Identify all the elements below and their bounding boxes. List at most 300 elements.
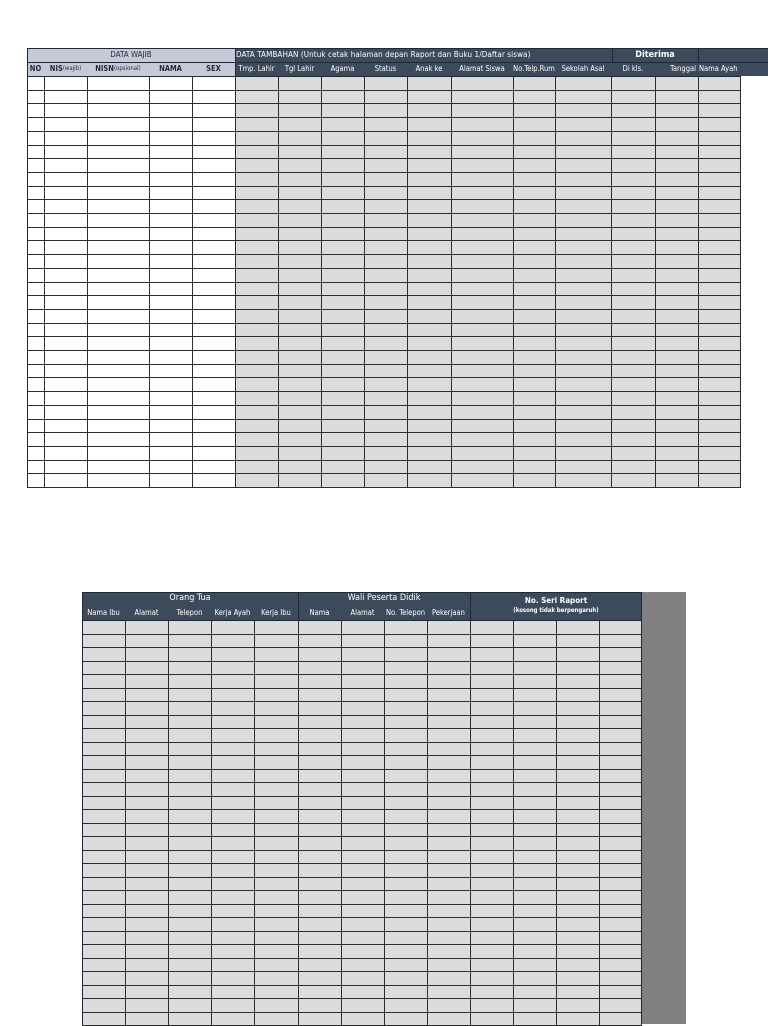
- table-cell[interactable]: [599, 850, 642, 864]
- table-cell[interactable]: [364, 240, 407, 254]
- table-cell[interactable]: [125, 863, 168, 877]
- table-cell[interactable]: [513, 323, 555, 337]
- table-cell[interactable]: [513, 755, 556, 769]
- table-cell[interactable]: [82, 742, 125, 756]
- table-cell[interactable]: [698, 323, 741, 337]
- table-cell[interactable]: [341, 998, 384, 1012]
- table-cell[interactable]: [44, 172, 87, 186]
- table-cell[interactable]: [278, 158, 321, 172]
- table-cell[interactable]: [298, 647, 341, 661]
- table-cell[interactable]: [611, 131, 655, 145]
- table-cell[interactable]: [341, 931, 384, 945]
- table-cell[interactable]: [555, 172, 611, 186]
- table-cell[interactable]: [82, 958, 125, 972]
- table-cell[interactable]: [470, 782, 513, 796]
- table-cell[interactable]: [27, 213, 44, 227]
- table-cell[interactable]: [278, 117, 321, 131]
- table-cell[interactable]: [168, 836, 211, 850]
- table-cell[interactable]: [513, 877, 556, 891]
- table-cell[interactable]: [321, 405, 364, 419]
- table-cell[interactable]: [87, 364, 149, 378]
- table-cell[interactable]: [513, 172, 555, 186]
- table-cell[interactable]: [87, 405, 149, 419]
- table-cell[interactable]: [192, 90, 235, 104]
- table-cell[interactable]: [321, 213, 364, 227]
- table-cell[interactable]: [235, 90, 278, 104]
- table-cell[interactable]: [235, 432, 278, 446]
- table-cell[interactable]: [698, 227, 741, 241]
- table-cell[interactable]: [82, 661, 125, 675]
- table-cell[interactable]: [556, 742, 599, 756]
- table-cell[interactable]: [556, 728, 599, 742]
- table-cell[interactable]: [451, 117, 513, 131]
- table-cell[interactable]: [470, 1012, 513, 1026]
- table-cell[interactable]: [513, 998, 556, 1012]
- table-cell[interactable]: [698, 295, 741, 309]
- table-cell[interactable]: [698, 282, 741, 296]
- table-cell[interactable]: [555, 446, 611, 460]
- table-cell[interactable]: [555, 254, 611, 268]
- table-cell[interactable]: [698, 446, 741, 460]
- table-cell[interactable]: [149, 446, 192, 460]
- table-cell[interactable]: [211, 742, 254, 756]
- table-cell[interactable]: [513, 103, 555, 117]
- table-cell[interactable]: [599, 634, 642, 648]
- table-cell[interactable]: [451, 336, 513, 350]
- table-cell[interactable]: [427, 728, 470, 742]
- table-cell[interactable]: [427, 863, 470, 877]
- table-cell[interactable]: [513, 647, 556, 661]
- table-cell[interactable]: [407, 76, 451, 90]
- table-cell[interactable]: [211, 674, 254, 688]
- table-cell[interactable]: [192, 350, 235, 364]
- table-cell[interactable]: [556, 958, 599, 972]
- table-cell[interactable]: [611, 172, 655, 186]
- table-cell[interactable]: [513, 268, 555, 282]
- table-cell[interactable]: [87, 103, 149, 117]
- table-cell[interactable]: [513, 145, 555, 159]
- table-cell[interactable]: [235, 131, 278, 145]
- table-cell[interactable]: [513, 863, 556, 877]
- table-cell[interactable]: [427, 917, 470, 931]
- table-cell[interactable]: [149, 405, 192, 419]
- table-cell[interactable]: [341, 917, 384, 931]
- table-cell[interactable]: [254, 850, 298, 864]
- table-cell[interactable]: [235, 186, 278, 200]
- table-cell[interactable]: [298, 620, 341, 634]
- table-cell[interactable]: [149, 336, 192, 350]
- table-cell[interactable]: [698, 117, 741, 131]
- table-cell[interactable]: [149, 131, 192, 145]
- table-cell[interactable]: [87, 227, 149, 241]
- table-cell[interactable]: [235, 460, 278, 474]
- table-cell[interactable]: [364, 76, 407, 90]
- table-cell[interactable]: [168, 796, 211, 810]
- table-cell[interactable]: [149, 419, 192, 433]
- table-cell[interactable]: [168, 715, 211, 729]
- table-cell[interactable]: [278, 405, 321, 419]
- table-cell[interactable]: [599, 620, 642, 634]
- table-cell[interactable]: [555, 145, 611, 159]
- table-cell[interactable]: [364, 432, 407, 446]
- table-cell[interactable]: [192, 186, 235, 200]
- table-cell[interactable]: [384, 890, 427, 904]
- table-cell[interactable]: [44, 323, 87, 337]
- table-cell[interactable]: [384, 742, 427, 756]
- table-cell[interactable]: [211, 796, 254, 810]
- table-cell[interactable]: [451, 268, 513, 282]
- table-cell[interactable]: [427, 1012, 470, 1026]
- table-cell[interactable]: [513, 199, 555, 213]
- table-cell[interactable]: [470, 809, 513, 823]
- table-cell[interactable]: [655, 213, 698, 227]
- table-cell[interactable]: [254, 647, 298, 661]
- table-cell[interactable]: [27, 405, 44, 419]
- table-cell[interactable]: [407, 254, 451, 268]
- table-cell[interactable]: [451, 446, 513, 460]
- table-cell[interactable]: [556, 661, 599, 675]
- table-cell[interactable]: [470, 701, 513, 715]
- table-cell[interactable]: [384, 634, 427, 648]
- table-cell[interactable]: [149, 213, 192, 227]
- table-cell[interactable]: [698, 350, 741, 364]
- table-cell[interactable]: [599, 890, 642, 904]
- table-cell[interactable]: [407, 432, 451, 446]
- table-cell[interactable]: [278, 76, 321, 90]
- table-cell[interactable]: [44, 336, 87, 350]
- table-cell[interactable]: [513, 769, 556, 783]
- table-cell[interactable]: [298, 1012, 341, 1026]
- table-cell[interactable]: [298, 809, 341, 823]
- table-cell[interactable]: [427, 904, 470, 918]
- table-cell[interactable]: [211, 944, 254, 958]
- table-cell[interactable]: [611, 199, 655, 213]
- table-cell[interactable]: [27, 227, 44, 241]
- table-cell[interactable]: [278, 172, 321, 186]
- table-cell[interactable]: [513, 931, 556, 945]
- table-cell[interactable]: [513, 377, 555, 391]
- table-cell[interactable]: [192, 131, 235, 145]
- table-cell[interactable]: [427, 944, 470, 958]
- table-cell[interactable]: [611, 377, 655, 391]
- table-cell[interactable]: [278, 186, 321, 200]
- table-cell[interactable]: [341, 809, 384, 823]
- table-cell[interactable]: [451, 240, 513, 254]
- table-cell[interactable]: [470, 674, 513, 688]
- table-cell[interactable]: [384, 823, 427, 837]
- table-cell[interactable]: [211, 634, 254, 648]
- table-cell[interactable]: [655, 227, 698, 241]
- table-cell[interactable]: [364, 213, 407, 227]
- table-cell[interactable]: [341, 958, 384, 972]
- table-cell[interactable]: [451, 76, 513, 90]
- table-cell[interactable]: [513, 701, 556, 715]
- table-cell[interactable]: [321, 199, 364, 213]
- table-cell[interactable]: [698, 268, 741, 282]
- table-cell[interactable]: [87, 268, 149, 282]
- table-cell[interactable]: [384, 998, 427, 1012]
- table-cell[interactable]: [168, 769, 211, 783]
- table-cell[interactable]: [427, 809, 470, 823]
- table-cell[interactable]: [149, 227, 192, 241]
- table-cell[interactable]: [192, 103, 235, 117]
- table-cell[interactable]: [364, 172, 407, 186]
- table-cell[interactable]: [427, 782, 470, 796]
- table-cell[interactable]: [611, 268, 655, 282]
- table-cell[interactable]: [254, 944, 298, 958]
- table-cell[interactable]: [82, 971, 125, 985]
- table-cell[interactable]: [698, 336, 741, 350]
- table-cell[interactable]: [599, 985, 642, 999]
- table-cell[interactable]: [556, 850, 599, 864]
- table-cell[interactable]: [125, 715, 168, 729]
- table-cell[interactable]: [470, 958, 513, 972]
- table-cell[interactable]: [407, 103, 451, 117]
- table-cell[interactable]: [27, 446, 44, 460]
- table-cell[interactable]: [278, 350, 321, 364]
- table-cell[interactable]: [298, 769, 341, 783]
- table-cell[interactable]: [278, 295, 321, 309]
- table-cell[interactable]: [451, 213, 513, 227]
- table-cell[interactable]: [321, 282, 364, 296]
- table-cell[interactable]: [407, 323, 451, 337]
- table-cell[interactable]: [513, 419, 555, 433]
- table-cell[interactable]: [168, 674, 211, 688]
- table-cell[interactable]: [451, 364, 513, 378]
- table-cell[interactable]: [168, 877, 211, 891]
- table-cell[interactable]: [513, 76, 555, 90]
- table-cell[interactable]: [168, 782, 211, 796]
- table-cell[interactable]: [27, 254, 44, 268]
- table-cell[interactable]: [513, 309, 555, 323]
- table-cell[interactable]: [364, 473, 407, 487]
- table-cell[interactable]: [27, 309, 44, 323]
- table-cell[interactable]: [427, 971, 470, 985]
- table-cell[interactable]: [384, 661, 427, 675]
- table-cell[interactable]: [611, 254, 655, 268]
- table-cell[interactable]: [149, 473, 192, 487]
- table-cell[interactable]: [192, 172, 235, 186]
- table-cell[interactable]: [82, 823, 125, 837]
- table-cell[interactable]: [513, 240, 555, 254]
- table-cell[interactable]: [254, 674, 298, 688]
- table-cell[interactable]: [149, 295, 192, 309]
- table-cell[interactable]: [341, 701, 384, 715]
- table-cell[interactable]: [611, 282, 655, 296]
- table-cell[interactable]: [384, 917, 427, 931]
- table-cell[interactable]: [82, 647, 125, 661]
- table-cell[interactable]: [125, 985, 168, 999]
- table-cell[interactable]: [513, 213, 555, 227]
- table-cell[interactable]: [364, 103, 407, 117]
- table-cell[interactable]: [341, 823, 384, 837]
- table-cell[interactable]: [82, 904, 125, 918]
- table-cell[interactable]: [555, 432, 611, 446]
- table-cell[interactable]: [211, 971, 254, 985]
- table-cell[interactable]: [211, 782, 254, 796]
- table-cell[interactable]: [321, 131, 364, 145]
- table-cell[interactable]: [149, 254, 192, 268]
- table-cell[interactable]: [44, 446, 87, 460]
- table-cell[interactable]: [278, 446, 321, 460]
- table-cell[interactable]: [698, 460, 741, 474]
- table-cell[interactable]: [698, 103, 741, 117]
- table-cell[interactable]: [298, 998, 341, 1012]
- table-cell[interactable]: [470, 985, 513, 999]
- table-cell[interactable]: [192, 227, 235, 241]
- table-cell[interactable]: [555, 419, 611, 433]
- table-cell[interactable]: [254, 634, 298, 648]
- table-cell[interactable]: [451, 199, 513, 213]
- table-cell[interactable]: [168, 661, 211, 675]
- table-cell[interactable]: [44, 473, 87, 487]
- table-cell[interactable]: [364, 90, 407, 104]
- table-cell[interactable]: [82, 782, 125, 796]
- table-cell[interactable]: [192, 213, 235, 227]
- table-cell[interactable]: [254, 809, 298, 823]
- table-cell[interactable]: [407, 199, 451, 213]
- table-cell[interactable]: [556, 755, 599, 769]
- table-cell[interactable]: [27, 282, 44, 296]
- table-cell[interactable]: [427, 701, 470, 715]
- table-cell[interactable]: [168, 755, 211, 769]
- table-cell[interactable]: [278, 336, 321, 350]
- table-cell[interactable]: [513, 90, 555, 104]
- table-cell[interactable]: [407, 145, 451, 159]
- table-cell[interactable]: [149, 460, 192, 474]
- table-cell[interactable]: [298, 674, 341, 688]
- table-cell[interactable]: [235, 309, 278, 323]
- table-cell[interactable]: [254, 971, 298, 985]
- table-cell[interactable]: [341, 755, 384, 769]
- table-cell[interactable]: [254, 823, 298, 837]
- table-cell[interactable]: [125, 917, 168, 931]
- table-cell[interactable]: [513, 131, 555, 145]
- table-cell[interactable]: [427, 823, 470, 837]
- table-cell[interactable]: [698, 199, 741, 213]
- table-cell[interactable]: [235, 419, 278, 433]
- table-cell[interactable]: [698, 254, 741, 268]
- table-cell[interactable]: [407, 268, 451, 282]
- table-cell[interactable]: [87, 419, 149, 433]
- table-cell[interactable]: [321, 240, 364, 254]
- table-cell[interactable]: [192, 323, 235, 337]
- table-cell[interactable]: [556, 1012, 599, 1026]
- table-cell[interactable]: [149, 172, 192, 186]
- table-cell[interactable]: [254, 1012, 298, 1026]
- table-cell[interactable]: [82, 985, 125, 999]
- table-cell[interactable]: [427, 769, 470, 783]
- table-cell[interactable]: [655, 323, 698, 337]
- table-cell[interactable]: [321, 172, 364, 186]
- table-cell[interactable]: [298, 890, 341, 904]
- table-cell[interactable]: [599, 742, 642, 756]
- table-cell[interactable]: [599, 823, 642, 837]
- table-cell[interactable]: [655, 446, 698, 460]
- table-cell[interactable]: [513, 958, 556, 972]
- table-cell[interactable]: [298, 944, 341, 958]
- table-cell[interactable]: [698, 419, 741, 433]
- table-cell[interactable]: [555, 460, 611, 474]
- table-cell[interactable]: [27, 199, 44, 213]
- table-cell[interactable]: [384, 809, 427, 823]
- table-cell[interactable]: [556, 674, 599, 688]
- table-cell[interactable]: [556, 701, 599, 715]
- table-cell[interactable]: [451, 460, 513, 474]
- table-cell[interactable]: [27, 377, 44, 391]
- table-cell[interactable]: [278, 254, 321, 268]
- table-cell[interactable]: [470, 755, 513, 769]
- table-cell[interactable]: [168, 998, 211, 1012]
- table-cell[interactable]: [599, 782, 642, 796]
- table-cell[interactable]: [555, 377, 611, 391]
- table-cell[interactable]: [513, 917, 556, 931]
- table-cell[interactable]: [427, 850, 470, 864]
- table-cell[interactable]: [192, 145, 235, 159]
- table-cell[interactable]: [149, 282, 192, 296]
- table-cell[interactable]: [611, 446, 655, 460]
- table-cell[interactable]: [364, 446, 407, 460]
- table-cell[interactable]: [555, 268, 611, 282]
- table-cell[interactable]: [211, 769, 254, 783]
- table-cell[interactable]: [211, 836, 254, 850]
- table-cell[interactable]: [278, 145, 321, 159]
- table-cell[interactable]: [235, 172, 278, 186]
- table-cell[interactable]: [321, 186, 364, 200]
- table-cell[interactable]: [321, 419, 364, 433]
- table-cell[interactable]: [211, 688, 254, 702]
- table-cell[interactable]: [556, 917, 599, 931]
- table-cell[interactable]: [278, 323, 321, 337]
- table-cell[interactable]: [235, 391, 278, 405]
- table-cell[interactable]: [407, 405, 451, 419]
- table-cell[interactable]: [235, 158, 278, 172]
- table-cell[interactable]: [599, 647, 642, 661]
- table-cell[interactable]: [407, 309, 451, 323]
- table-cell[interactable]: [298, 850, 341, 864]
- table-cell[interactable]: [470, 931, 513, 945]
- table-cell[interactable]: [168, 701, 211, 715]
- table-cell[interactable]: [27, 473, 44, 487]
- table-cell[interactable]: [599, 809, 642, 823]
- table-cell[interactable]: [384, 931, 427, 945]
- table-cell[interactable]: [513, 823, 556, 837]
- table-cell[interactable]: [556, 715, 599, 729]
- table-cell[interactable]: [27, 460, 44, 474]
- table-cell[interactable]: [611, 350, 655, 364]
- table-cell[interactable]: [341, 985, 384, 999]
- table-cell[interactable]: [555, 364, 611, 378]
- table-cell[interactable]: [149, 90, 192, 104]
- table-cell[interactable]: [470, 836, 513, 850]
- table-cell[interactable]: [211, 890, 254, 904]
- table-cell[interactable]: [278, 377, 321, 391]
- table-cell[interactable]: [555, 336, 611, 350]
- table-cell[interactable]: [513, 688, 556, 702]
- table-cell[interactable]: [149, 350, 192, 364]
- table-cell[interactable]: [87, 199, 149, 213]
- table-cell[interactable]: [82, 728, 125, 742]
- table-cell[interactable]: [149, 117, 192, 131]
- table-cell[interactable]: [698, 473, 741, 487]
- table-cell[interactable]: [407, 186, 451, 200]
- table-cell[interactable]: [27, 391, 44, 405]
- table-cell[interactable]: [27, 295, 44, 309]
- table-cell[interactable]: [698, 213, 741, 227]
- table-cell[interactable]: [44, 131, 87, 145]
- table-cell[interactable]: [611, 391, 655, 405]
- table-cell[interactable]: [384, 985, 427, 999]
